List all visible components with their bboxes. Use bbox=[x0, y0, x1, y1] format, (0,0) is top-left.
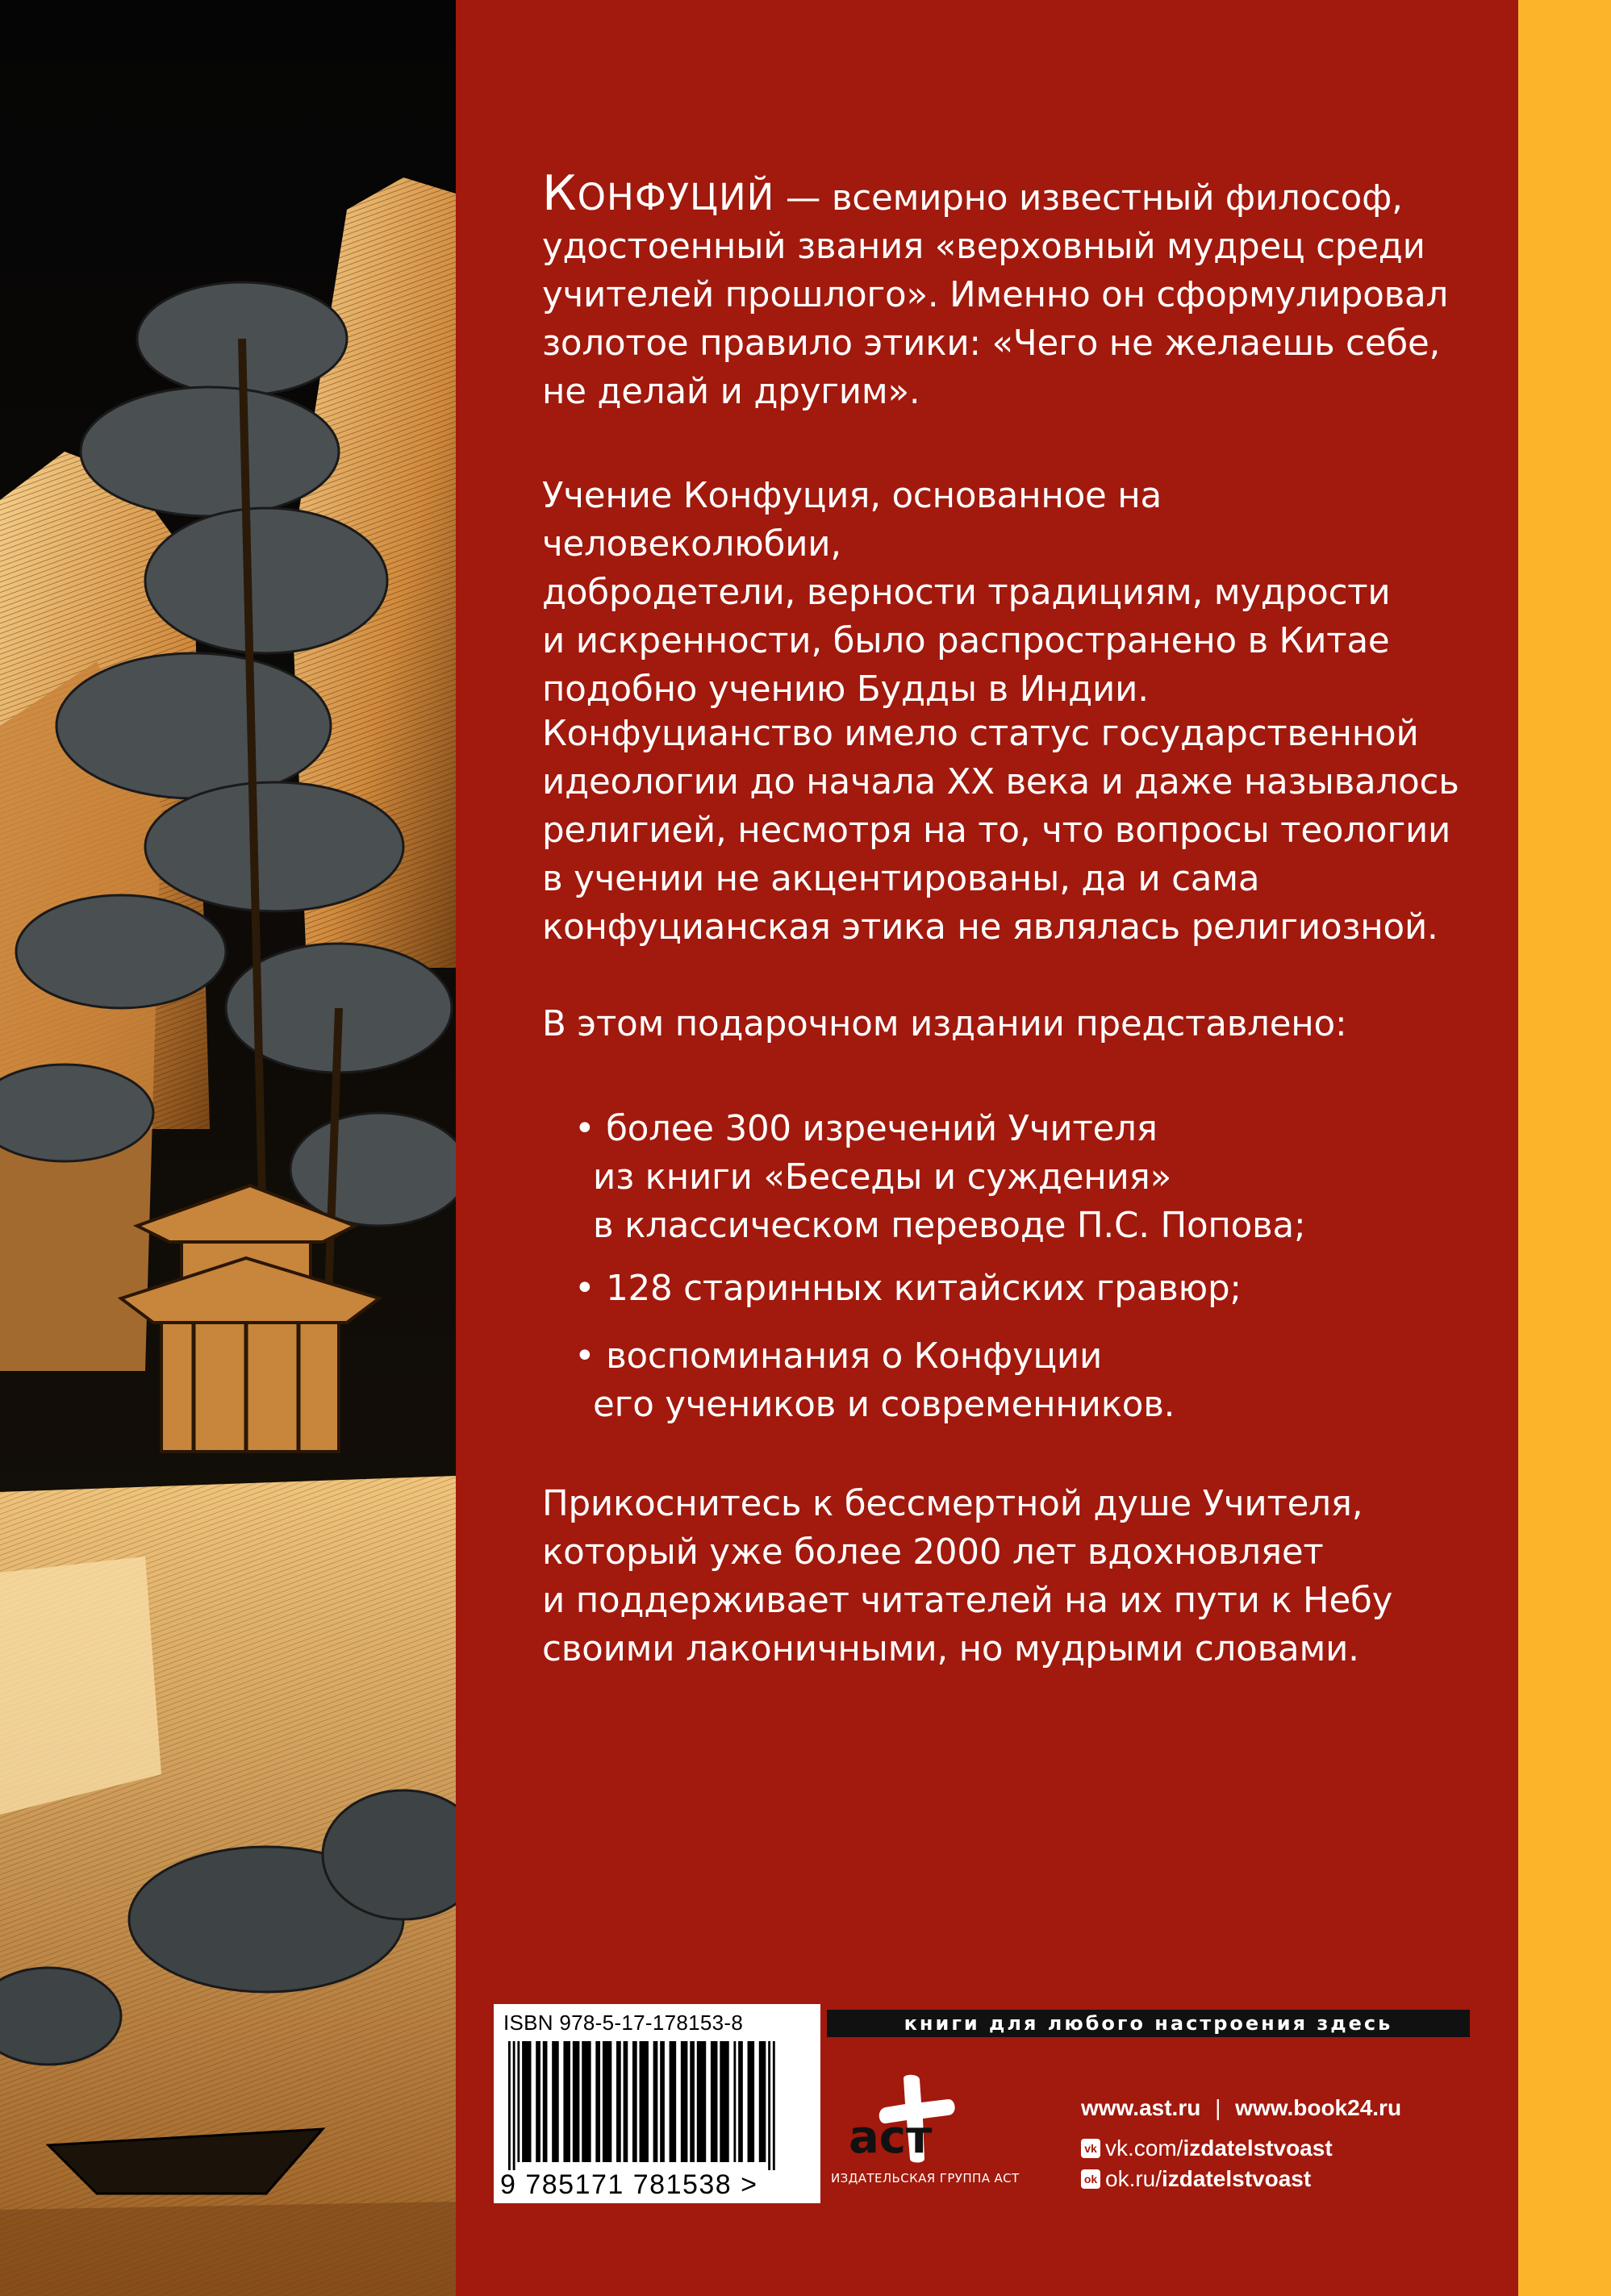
bullet-line: в классическом переводе П.С. Попова; bbox=[593, 1206, 1306, 1246]
barcode-bar bbox=[738, 2041, 743, 2162]
slogan-bar: книги для любого настроения здесь bbox=[827, 2010, 1470, 2037]
vk-handle: izdatelstvoast bbox=[1183, 2136, 1333, 2161]
barcode-bar bbox=[632, 2041, 637, 2162]
barcode-bar bbox=[508, 2041, 511, 2170]
ok-icon: ok bbox=[1081, 2169, 1100, 2189]
bullet-line: из книги «Беседы и суждения» bbox=[593, 1157, 1171, 1198]
vk-prefix: vk.com/ bbox=[1105, 2136, 1183, 2161]
barcode-bar bbox=[582, 2041, 591, 2162]
barcode-bar bbox=[711, 2041, 718, 2162]
para5-line: своими лаконичными, но мудрыми словами. bbox=[542, 1629, 1359, 1669]
barcode-bar bbox=[552, 2041, 559, 2162]
intro-line-4: золотое правило этики: «Чего не желаешь себе, bbox=[542, 323, 1441, 364]
para2-line: добродетели, верности традициям, мудрости bbox=[542, 573, 1391, 613]
logo-caption: ИЗДАТЕЛЬСКАЯ ГРУППА АСТ bbox=[831, 2171, 1020, 2186]
paragraph-closing bbox=[542, 1480, 1462, 1673]
intro-line-1: — всемирно известный философ, bbox=[774, 178, 1403, 219]
para3-line: Конфуцианство имело статус государственной bbox=[542, 714, 1419, 754]
para2-line: Учение Конфуция, основанное на человеколюбии, bbox=[542, 476, 1162, 565]
barcode-bar bbox=[563, 2041, 570, 2162]
para5-line: который уже более 2000 лет вдохновляет bbox=[542, 1532, 1324, 1573]
para3-line: идеологии до начала XX века и даже называлось bbox=[542, 762, 1459, 802]
ok-handle: izdatelstvoast bbox=[1162, 2166, 1312, 2191]
intro-line-3: учителей прошлого». Именно он сформулировал bbox=[542, 275, 1449, 315]
paragraph-confucianism bbox=[542, 710, 1462, 952]
barcode-bar bbox=[543, 2041, 548, 2162]
barcode-bar bbox=[640, 2041, 649, 2162]
spine-stripe bbox=[1518, 0, 1611, 2296]
barcode-bar bbox=[603, 2041, 611, 2162]
isbn-label: ISBN 978-5-17-178153-8 bbox=[503, 2011, 744, 2035]
para5-line: Прикоснитесь к бессмертной душе Учителя, bbox=[542, 1484, 1363, 1524]
bullet-line: • 128 старинных китайских гравюр; bbox=[574, 1269, 1242, 1309]
barcode-bar bbox=[681, 2041, 688, 2162]
intro-line-2: удостоенный звания «верховный мудрец среди bbox=[542, 227, 1425, 267]
barcode-bar bbox=[720, 2041, 728, 2162]
bullet-line: • воспоминания о Конфуции bbox=[574, 1336, 1103, 1377]
author-name: КОНФУЦИЙ bbox=[542, 165, 775, 222]
barcode-bar bbox=[522, 2041, 531, 2162]
link-ast[interactable]: www.ast.ru bbox=[1081, 2095, 1201, 2120]
barcode-bar bbox=[660, 2041, 665, 2162]
barcode-bar bbox=[653, 2041, 658, 2162]
para3-line: конфуцианская этика не являлась религиозной. bbox=[542, 907, 1438, 948]
paragraph-teaching bbox=[542, 472, 1462, 714]
bullet-sayings bbox=[574, 1105, 1462, 1250]
logo-text: аст bbox=[849, 2111, 933, 2164]
landscape-illustration bbox=[0, 0, 456, 2296]
barcode-bar bbox=[773, 2041, 775, 2170]
isbn-barcode-box bbox=[494, 2004, 820, 2203]
barcode-bar bbox=[748, 2041, 755, 2162]
barcode-bar bbox=[536, 2041, 540, 2162]
link-book24[interactable]: www.book24.ru bbox=[1235, 2095, 1402, 2120]
bullet-line: его учеников и современников. bbox=[593, 1385, 1175, 1425]
barcode-bar bbox=[733, 2041, 736, 2162]
barcode-bar bbox=[670, 2041, 677, 2162]
barcode-bar bbox=[513, 2041, 515, 2170]
barcode-bar bbox=[595, 2041, 600, 2162]
bullet-line: • более 300 изречений Учителя bbox=[574, 1109, 1158, 1149]
ast-logo bbox=[847, 2070, 968, 2165]
intro-line-5: не делай и другим». bbox=[542, 372, 920, 412]
bullet-memories bbox=[574, 1332, 1462, 1429]
para3-line: религией, несмотря на то, что вопросы теологии bbox=[542, 810, 1451, 851]
link-ok[interactable] bbox=[1081, 2166, 1311, 2192]
para2-line: подобно учению Будды в Индии. bbox=[542, 669, 1149, 710]
barcode-bar bbox=[517, 2041, 520, 2162]
barcode bbox=[508, 2041, 787, 2170]
link-separator: | bbox=[1215, 2095, 1221, 2120]
barcode-bar bbox=[624, 2041, 628, 2162]
link-vk[interactable] bbox=[1081, 2136, 1333, 2161]
barcode-bar bbox=[573, 2041, 580, 2162]
barcode-bar bbox=[690, 2041, 695, 2162]
para2-line: и искренности, было распространено в Китае bbox=[542, 621, 1390, 661]
barcode-bar bbox=[759, 2041, 766, 2162]
paragraph-edition bbox=[542, 1000, 1462, 1048]
bullet-engravings bbox=[574, 1265, 1462, 1313]
para3-line: в учении не акцентированы, да и сама bbox=[542, 859, 1260, 899]
para4-line: В этом подарочном издании представлено: bbox=[542, 1004, 1347, 1044]
isbn-digits: 9 785171 781538 > bbox=[500, 2169, 758, 2200]
barcode-bar bbox=[697, 2041, 706, 2162]
ok-prefix: ok.ru/ bbox=[1105, 2166, 1162, 2191]
vk-icon: vk bbox=[1081, 2139, 1100, 2158]
intro-paragraph bbox=[542, 165, 1462, 416]
barcode-bar bbox=[768, 2041, 770, 2170]
barcode-bar bbox=[616, 2041, 621, 2162]
para5-line: и поддерживает читателей на их пути к Небу bbox=[542, 1581, 1393, 1621]
